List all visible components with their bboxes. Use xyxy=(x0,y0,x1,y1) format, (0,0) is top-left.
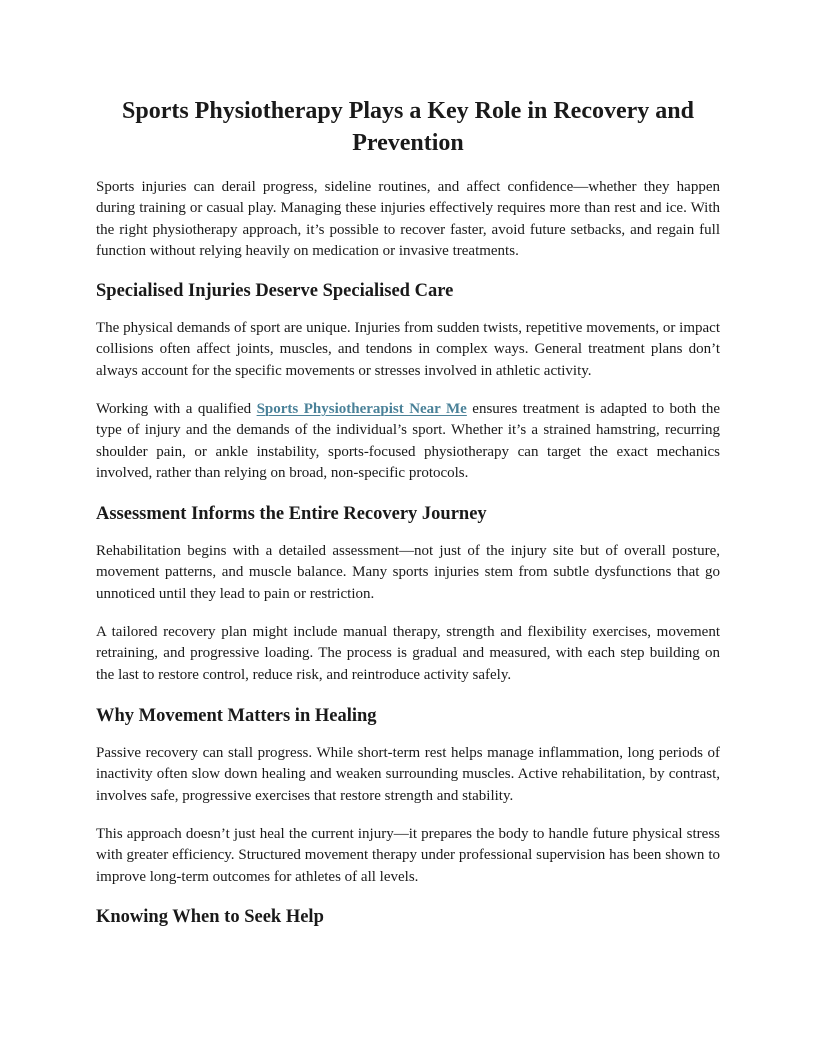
paragraph-passive-recovery: Passive recovery can stall progress. While short-term rest helps manage inflammation, long periods of inactivity often slow down healing and weaken surrounding muscles. Active rehabilitation, by contrast, involves safe, progressive exercises that restore strength and stability. xyxy=(96,745,720,804)
document-title: Sports Physiotherapy Plays a Key Role in Recovery and Prevention xyxy=(122,98,694,156)
section-heading-movement: Why Movement Matters in Healing xyxy=(96,706,377,726)
paragraph-approach-benefits: This approach doesn’t just heal the current injury—it prepares the body to handle future physical stress with greater efficiency. Structured movement therapy under professional supervision has been shown to improve long-term outcomes for athletes of all levels. xyxy=(96,826,720,885)
paragraph-tailored-recovery: A tailored recovery plan might include manual therapy, strength and flexibility exercises, movement retraining, and progressive loading. The process is gradual and measured, with each step building on the last to restore control, reduce risk, and reintroduce activity safely. xyxy=(96,624,720,683)
paragraph-qualified-physiotherapist xyxy=(96,399,720,484)
section-heading-specialised-care: Specialised Injuries Deserve Specialised Care xyxy=(96,281,454,301)
sports-physiotherapist-link[interactable]: Sports Physiotherapist Near Me xyxy=(256,401,467,417)
section-heading-seek-help: Knowing When to Seek Help xyxy=(96,907,324,927)
paragraph-rehabilitation-assessment: Rehabilitation begins with a detailed assessment—not just of the injury site but of overall posture, movement patterns, and muscle balance. Many sports injuries stem from subtle dysfunctions that go unnoticed until they lead to pain or restriction. xyxy=(96,543,720,602)
section-heading-assessment: Assessment Informs the Entire Recovery Journey xyxy=(96,504,487,524)
paragraph-text-after-link: ensures treatment is adapted to both the type of injury and the demands of the individual’s sport. Whether it’s a strained hamstring, recurring shoulder pain, or ankle instability, sports-focused physiotherapy can target the exact mechanics involved, rather than relying on broad, non-specific protocols. xyxy=(96,401,720,481)
intro-paragraph: Sports injuries can derail progress, sideline routines, and affect confidence—whether they happen during training or casual play. Managing these injuries effectively requires more than rest and ice. With the right physiotherapy approach, it’s possible to recover faster, avoid future setbacks, and regain full function without relying heavily on medication or invasive treatments. xyxy=(96,179,720,259)
paragraph-text-before-link: Working with a qualified xyxy=(96,401,257,417)
paragraph-physical-demands: The physical demands of sport are unique. Injuries from sudden twists, repetitive movements, or impact collisions often affect joints, muscles, and tendons in complex ways. General treatment plans don’t always account for the specific movements or stresses involved in athletic activity. xyxy=(96,320,720,379)
